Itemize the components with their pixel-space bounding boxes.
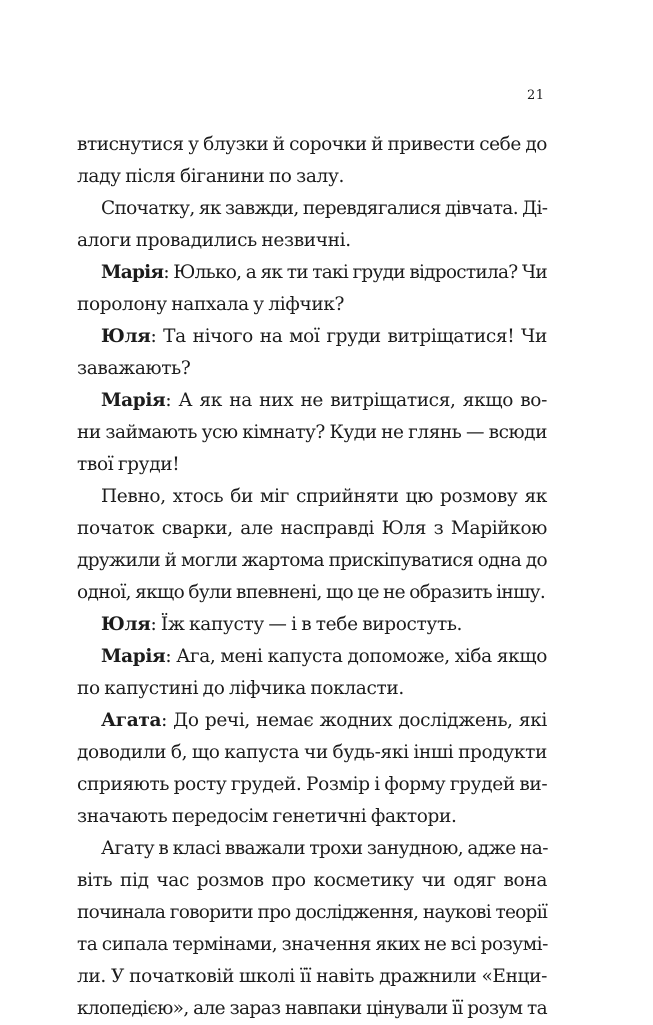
line-text: Певно, хтось би міг сприйняти цю розмову як (101, 486, 547, 507)
text-line (77, 929, 547, 961)
line-text: одної, якщо були впевнені, що це не образить іншу. (77, 582, 546, 603)
line-text: клопедією», але зараз навпаки цінували її розум та (77, 998, 547, 1019)
line-text: твої груди! (77, 454, 180, 475)
text-line (77, 673, 547, 705)
text-line (77, 609, 547, 641)
text-line (77, 641, 547, 673)
body-text (77, 129, 547, 1025)
line-text: віть під час розмов про косметику чи одяг вона (77, 870, 547, 891)
text-line (77, 289, 547, 321)
line-text: ладу після біганини по залу. (77, 166, 345, 187)
line-text: алоги провадились незвичні. (77, 230, 351, 251)
text-line (77, 193, 547, 225)
text-line (77, 129, 547, 161)
text-line (77, 321, 547, 353)
text-line (77, 737, 547, 769)
speaker-name: Юля (101, 326, 151, 347)
speaker-name: Юля (101, 614, 151, 635)
page-number: 21 (527, 88, 545, 103)
line-text: : А як на них не витріщатися, якщо во- (165, 390, 547, 411)
line-text: значають передосім генетичні фактори. (77, 806, 457, 827)
speaker-name: Марія (101, 390, 166, 411)
line-text: та сипала термінами, значення яких не всі розумі- (77, 934, 548, 955)
text-line (77, 865, 547, 897)
text-line (77, 769, 547, 801)
line-text: починала говорити про дослідження, наукові теорії (77, 902, 547, 923)
line-text: початок сварки, але насправді Юля з Марійкою (77, 518, 547, 539)
text-line (77, 993, 547, 1025)
text-line (77, 833, 547, 865)
line-text: : До речі, немає жодних досліджень, які (161, 710, 547, 731)
line-text: : Їж капусту — і в тебе виростуть. (150, 614, 463, 635)
line-text: ли. У початковій школі її навіть дражнили «Енци- (77, 966, 547, 987)
text-line (77, 545, 547, 577)
line-text: поролону напхала у ліфчик? (77, 294, 345, 315)
line-text: : Юлько, а як ти такі груди відростила? Чи (163, 262, 547, 283)
text-line (77, 161, 547, 193)
text-line (77, 513, 547, 545)
text-line (77, 705, 547, 737)
speaker-name: Марія (101, 646, 166, 667)
line-text: ни займають усю кімнату? Куди не глянь — всюди (77, 422, 547, 443)
line-text: по капустині до ліфчика покласти. (77, 678, 404, 699)
text-line (77, 417, 547, 449)
speaker-name: Марія (101, 262, 164, 283)
text-line (77, 385, 547, 417)
speaker-name: Агата (101, 710, 162, 731)
text-line (77, 577, 547, 609)
line-text: заважають? (77, 358, 191, 379)
text-line (77, 897, 547, 929)
text-line (77, 961, 547, 993)
text-line (77, 225, 547, 257)
text-line (77, 801, 547, 833)
line-text: втиснутися у блузки й сорочки й привести себе до (77, 134, 547, 155)
line-text: : Ага, мені капуста допоможе, хіба якщо (165, 646, 547, 667)
text-line (77, 481, 547, 513)
text-line (77, 449, 547, 481)
line-text: Спочатку, як завжди, перевдягалися дівчата. Ді- (101, 198, 548, 219)
text-line (77, 353, 547, 385)
line-text: Агату в класі вважали трохи занудною, адже на- (101, 838, 548, 859)
line-text: сприяють росту грудей. Розмір і форму грудей ви- (77, 774, 548, 795)
text-line (77, 257, 547, 289)
line-text: : Та нічого на мої груди витріщатися! Чи (150, 326, 547, 347)
line-text: дружили й могли жартома прискіпуватися одна до (77, 550, 547, 571)
line-text: доводили б, що капуста чи будь-які інші продукти (77, 742, 547, 763)
